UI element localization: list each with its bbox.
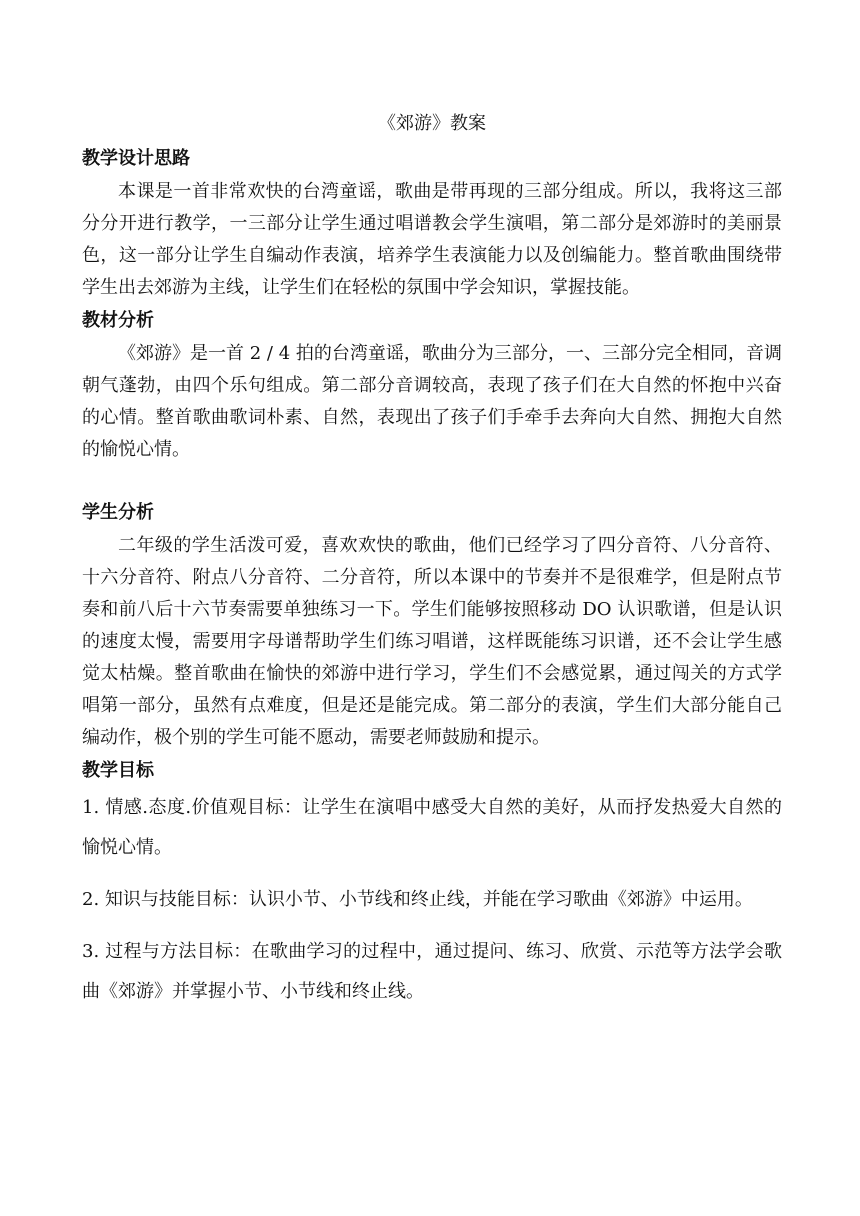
section-body-material-analysis: 《郊游》是一首 2 / 4 拍的台湾童谣，歌曲分为三部分，一、三部分完全相同，音调朝气蓬勃，由四个乐句组成。第二部分音调较高，表现了孩子们在大自然的怀抱中兴奋的心情。整首歌曲歌词朴素、自然，表现出了孩子们手牵手去奔向大自然、拥抱大自然的愉悦心情。 [82,343,782,460]
goal-item-process: 3. 过程与方法目标：在歌曲学习的过程中，通过提问、练习、欣赏、示范等方法学会歌曲《郊游》并掌握小节、小节线和终止线。 [82,941,782,1002]
section-heading-design-approach: 教学设计思路 [82,148,190,169]
section-body-design-approach: 本课是一首非常欢快的台湾童谣，歌曲是带再现的三部分组成。所以，我将这三部分分开进行教学，一三部分让学生通过唱谱教会学生演唱，第二部分是郊游时的美丽景色，这一部分让学生自编动作表演，培养学生表演能力以及创编能力。整首歌曲围绕带学生出去郊游为主线，让学生们在轻松的氛围中学会知识，掌握技能。 [82,181,782,298]
blank-line [82,466,782,496]
document-title: 《郊游》教案 [378,113,486,134]
goal-item-knowledge: 2. 知识与技能目标：认识小节、小节线和终止线，并能在学习歌曲《郊游》中运用。 [82,889,753,910]
section-heading-teaching-goals: 教学目标 [82,760,154,781]
section-body-student-analysis: 二年级的学生活泼可爱，喜欢欢快的歌曲，他们已经学习了四分音符、八分音符、十六分音符、附点八分音符、二分音符，所以本课中的节奏并不是很难学，但是附点节奏和前八后十六节奏需要单独练习一下。学生们能够按照移动 DO 认识歌谱，但是认识的速度太慢，需要用字母谱帮助学生们练习唱谱，这样既能练习识谱，还不会让学生感觉太枯燥。整首歌曲在愉快的郊游中进行学习，学生们不会感觉累，通过闯关的方式学唱第一部分，虽然有点难度，但是还是能完成。第二部分的表演，学生们大部分能自己编动作，极个别的学生可能不愿动，需要老师鼓励和提示。 [82,535,782,748]
goal-item-emotion: 1. 情感.态度.价值观目标：让学生在演唱中感受大自然的美好，从而抒发热爱大自然的愉悦心情。 [82,797,782,858]
document-page [82,106,782,1024]
section-heading-material-analysis: 教材分析 [82,310,154,331]
section-heading-student-analysis: 学生分析 [82,502,154,523]
